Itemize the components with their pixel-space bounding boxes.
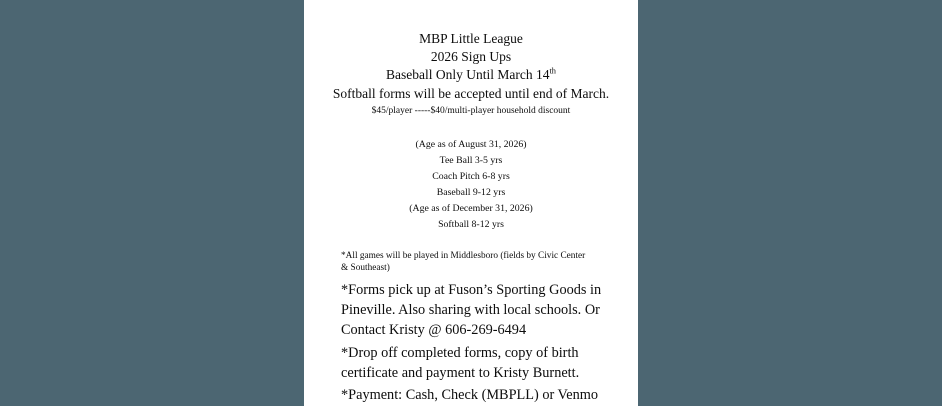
age-groups-block [304,120,638,233]
softball-deadline: Softball forms will be accepted until end of March. [332,86,610,101]
division-coach-pitch: Coach Pitch 6-8 yrs [432,171,510,182]
notes-block [304,233,638,405]
flyer-page [304,0,638,406]
dropoff-note: *Drop off completed forms, copy of birth certificate and payment to Kristy Burnett. [341,345,580,381]
page-title: MBP Little League [419,31,523,46]
division-softball: Softball 8-12 yrs [438,219,504,230]
season-subtitle: 2026 Sign Ups [430,49,512,64]
forms-pickup-note: *Forms pick up at Fuson’s Sporting Goods in Pineville. Also sharing with local schools. Or Contact Kristy @ 606-269-6494 [341,282,602,338]
flyer-header [304,0,638,120]
baseball-deadline [304,66,638,84]
pricing-line: $45/player -----$40/multi-player household discount [371,106,571,116]
division-tee-ball: Tee Ball 3-5 yrs [439,155,503,166]
baseball-deadline-text: Baseball Only Until March 14 [386,67,550,82]
ordinal-suffix: th [549,66,556,76]
softball-age-cutoff: (Age as of December 31, 2026) [409,203,533,214]
baseball-age-cutoff: (Age as of August 31, 2026) [415,139,527,150]
fields-note: *All games will be played in Middlesboro (fields by Civic Center & Southeast) [341,251,586,273]
payment-note: *Payment: Cash, Check (MBPLL) or Venmo [341,387,599,403]
division-baseball: Baseball 9-12 yrs [436,187,506,198]
